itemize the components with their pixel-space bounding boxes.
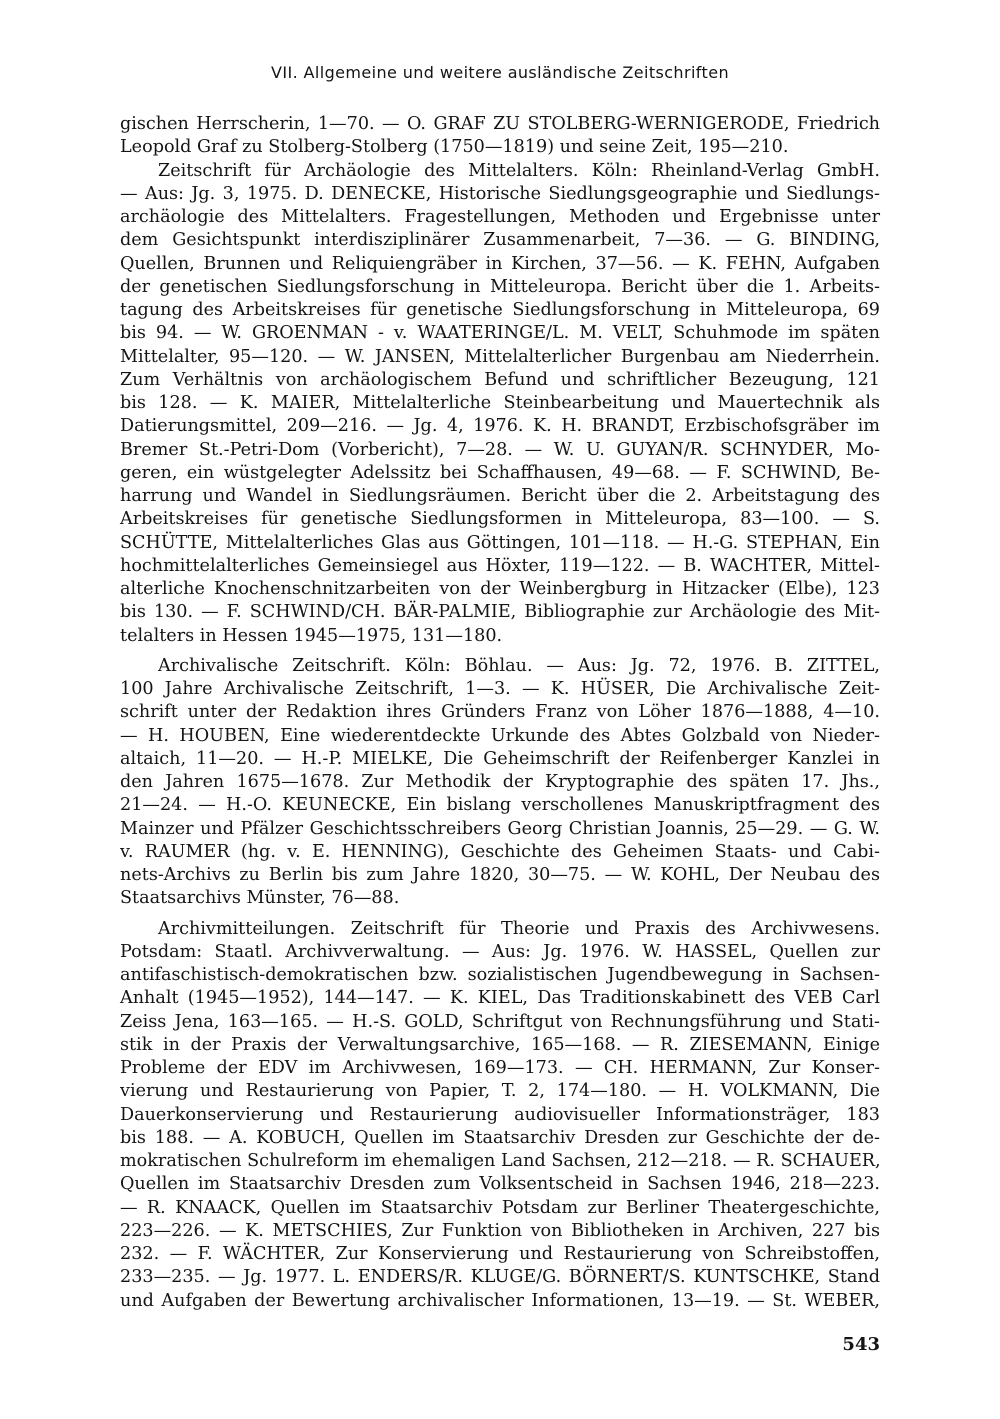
text-line: bis 188. — A. KOBUCH, Quellen im Staatsarchiv Dresden zur Geschichte der de-	[120, 1127, 880, 1148]
text-line: Arbeitskreises für genetische Siedlungsformen in Mitteleuropa, 83—100. — S.	[120, 509, 880, 530]
text-line: — H. HOUBEN, Eine wiederentdeckte Urkunde des Abtes Golzbald von Nieder-	[120, 725, 880, 746]
text-line: Quellen im Staatsarchiv Dresden zum Volksentscheid in Sachsen 1946, 218—223.	[120, 1174, 880, 1195]
text-line: antifaschistisch-demokratischen bzw. sozialistischen Jugendbewegung in Sachsen-	[120, 965, 880, 985]
page-number: 543	[842, 1334, 880, 1355]
text-line: Anhalt (1945—1952), 144—147. — K. KIEL, Das Traditionskabinett des VEB Carl	[120, 988, 880, 1009]
text-line: alterliche Knochenschnitzarbeiten von der Weinbergburg in Hitzacker (Elbe), 123	[120, 579, 880, 599]
text-line: altaich, 11—20. — H.-P. MIELKE, Die Geheimschrift der Reifenberger Kanzlei in	[120, 748, 880, 769]
text-line: schrift unter der Redaktion ihres Gründers Franz von Löher 1876—1888, 4—10.	[120, 702, 880, 723]
text-line: hochmittelalterliches Gemeinsiegel aus Höxter, 119—122. — B. WACHTER, Mittel-	[120, 555, 880, 576]
text-line: Quellen, Brunnen und Reliquiengräber in Kirchen, 37—56. — K. FEHN, Aufgaben	[120, 253, 880, 274]
text-line: dem Gesichtspunkt interdisziplinärer Zusammenarbeit, 7—36. — G. BINDING,	[120, 230, 880, 251]
text-line: Mittelalter, 95—120. — W. JANSEN, Mittelalterlicher Burgenbau am Niederrhein.	[120, 346, 880, 367]
text-line: nets-Archivs zu Berlin bis zum Jahre 1820, 30—75. — W. KOHL, Der Neubau des	[120, 865, 880, 885]
text-line: geren, ein wüstgelegter Adelssitz bei Schaffhausen, 49—68. — F. SCHWIND, Be-	[120, 462, 880, 483]
body-text	[120, 113, 880, 1313]
running-head: VII. Allgemeine und weitere ausländische Zeitschriften	[270, 63, 729, 82]
text-line: — R. KNAACK, Quellen im Staatsarchiv Potsdam zur Berliner Theatergeschichte,	[120, 1197, 880, 1218]
text-line: archäologie des Mittelalters. Fragestellungen, Methoden und Ergebnisse unter	[120, 207, 880, 227]
text-line: harrung und Wandel in Siedlungsräumen. Bericht über die 2. Arbeitstagung des	[120, 486, 880, 506]
text-line: Zeitschrift für Archäologie des Mittelalters. Köln: Rheinland-Verlag GmbH.	[158, 160, 880, 181]
text-line: Zum Verhältnis von archäologischem Befund und schriftlicher Bezeugung, 121	[120, 369, 880, 390]
text-line: Probleme der EDV im Archivwesen, 169—173. — CH. HERMANN, Zur Konser-	[120, 1058, 880, 1078]
text-line: Bremer St.-Petri-Dom (Vorbericht), 7—28. — W. U. GUYAN/R. SCHNYDER, Mo-	[120, 439, 880, 460]
text-line: SCHÜTTE, Mittelalterliches Glas aus Göttingen, 101—118. — H.-G. STEPHAN, Ein	[120, 532, 880, 553]
text-line: 21—24. — H.-O. KEUNECKE, Ein bislang verschollenes Manuskriptfragment des	[120, 795, 880, 816]
text-line: gischen Herrscherin, 1—70. — O. GRAF ZU STOLBERG-WERNIGERODE, Friedrich	[120, 114, 880, 134]
text-line: Mainzer und Pfälzer Geschichtsschreibers Georg Christian Joannis, 25—29. — G. W.	[120, 818, 880, 839]
text-line: bis 130. — F. SCHWIND/CH. BÄR-PALMIE, Bibliographie zur Archäologie des Mit-	[120, 602, 880, 623]
text-line: bis 128. — K. MAIER, Mittelalterliche Steinbearbeitung und Mauertechnik als	[120, 393, 880, 413]
text-line: der genetischen Siedlungsforschung in Mitteleuropa. Bericht über die 1. Arbeits-	[120, 276, 880, 297]
text-line: 100 Jahre Archivalische Zeitschrift, 1—3. — K. HÜSER, Die Archivalische Zeit-	[120, 679, 880, 699]
text-line: — Aus: Jg. 3, 1975. D. DENECKE, Historische Siedlungsgeographie und Siedlungs-	[120, 183, 880, 204]
text-line: Archivmitteilungen. Zeitschrift für Theorie und Praxis des Archivwesens.	[158, 918, 880, 939]
text-line: 232. — F. WÄCHTER, Zur Konservierung und Restaurierung von Schreibstoffen,	[120, 1244, 880, 1264]
text-line: stik in der Praxis der Verwaltungsarchive, 165—168. — R. ZIESEMANN, Einige	[120, 1034, 880, 1055]
text-line: 223—226. — K. METSCHIES, Zur Funktion von Bibliotheken in Archiven, 227 bis	[120, 1220, 880, 1241]
text-line: Archivalische Zeitschrift. Köln: Böhlau. — Aus: Jg. 72, 1976. B. ZITTEL,	[158, 655, 880, 676]
text-line: Potsdam: Staatl. Archivverwaltung. — Aus: Jg. 1976. W. HASSEL, Quellen zur	[120, 941, 880, 962]
text-line: und Aufgaben der Bewertung archivalischer Informationen, 13—19. — St. WEBER,	[120, 1290, 880, 1311]
text-line: v. RAUMER (hg. v. E. HENNING), Geschichte des Geheimen Staats- und Cabi-	[120, 841, 880, 862]
text-line: bis 94. — W. GROENMAN - v. WAATERINGE/L. M. VELT, Schuhmode im späten	[120, 323, 880, 344]
text-line: Staatsarchivs Münster, 76—88.	[120, 888, 400, 909]
text-line: mokratischen Schulreform im ehemaligen Land Sachsen, 212—218. — R. SCHAUER,	[120, 1151, 881, 1171]
text-line: Leopold Graf zu Stolberg-Stolberg (1750—1819) und seine Zeit, 195—210.	[120, 137, 789, 158]
text-line: 233—235. — Jg. 1977. L. ENDERS/R. KLUGE/G. BÖRNERT/S. KUNTSCHKE, Stand	[120, 1267, 880, 1288]
text-line: Datierungsmittel, 209—216. — Jg. 4, 1976. K. H. BRANDT, Erzbischofsgräber im	[120, 416, 880, 437]
text-line: den Jahren 1675—1678. Zur Methodik der Kryptographie des späten 17. Jhs.,	[120, 772, 880, 792]
text-line: vierung und Restaurierung von Papier, T. 2, 174—180. — H. VOLKMANN, Die	[120, 1081, 880, 1102]
text-line: Zeiss Jena, 163—165. — H.-S. GOLD, Schriftgut von Rechnungsführung und Stati-	[120, 1011, 880, 1032]
text-line: tagung des Arbeitskreises für genetische Siedlungsforschung in Mitteleuropa, 69	[120, 300, 880, 320]
text-line: Dauerkonservierung und Restaurierung audiovisueller Informationsträger, 183	[120, 1104, 880, 1125]
text-line: telalters in Hessen 1945—1975, 131—180.	[120, 625, 503, 646]
